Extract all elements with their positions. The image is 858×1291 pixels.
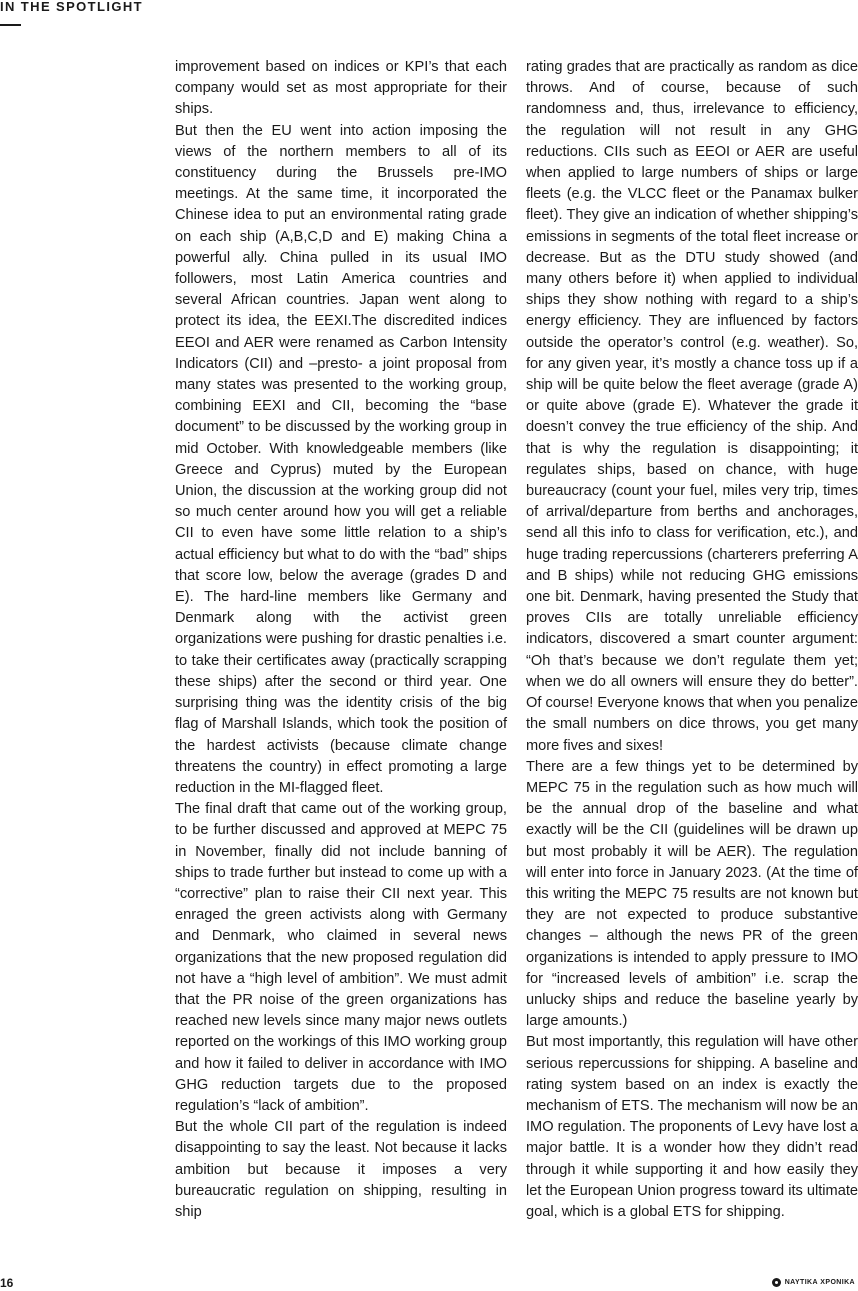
paragraph: rating grades that are practically as random as dice throws. And of course, because of such randomness and, thus, irrelevance to efficiency, the regulation will not result in any GHG reductions. CIIs such as EEOI or AER are useful when applied to large numbers of ships or large fleets (e.g. the VLCC fleet or the Panamax bulker fleet). They give an indication of whether shipping’s emissions in segments of the total fleet increase or decrease. But as the DTU study showed (and many others before it) when applied to individual ships they show nothing with regard to a ship’s energy efficiency. They are influenced by factors outside the operator’s control (e.g. weather). So, for any given year, it’s mostly a chance toss up if a ship will be quite below the fleet average (grade A) or quite above (grade E). Whatever the grade it doesn’t convey the true efficiency of the ship. And that is why the regulation is disappointing; it regulates ships, based on chance, with huge bureaucracy (count your fuel, miles very trip, times of arrival/departure from berths and anchorages, send all this info to class for verification, etc.), and huge trading repercussions (charterers preferring A and B ships) while not reducing GHG emissions one bit. Denmark, having presented the Study that proves CIIs are totally unreliable efficiency indicators, discovered a smart counter argument: “Oh that’s because we don’t regulate them yet; when we do all owners will ensure they do better”. Of course! Everyone knows that when you penalize the small numbers on dice throws, you get many more fives and sixes! xyxy=(526,59,858,754)
paragraph: But then the EU went into action imposing the views of the northern members to all of its constituency during the Brussels pre-IMO meetings. At the same time, it incorporated the Chinese idea to put an environmental rating grade on each ship (A,B,C,D and E) making China a powerful ally. China pulled in its usual IMO followers, most Latin America countries and several African countries. Japan went along to protect its idea, the EEXI.The discredited indices EEOI and AER were renamed as Carbon Intensity Indicators (CII) and –presto- a joint proposal from many states was presented to the working group, combining EEXI and CII, becoming the “base document” to be discussed by the working group in mid October. With knowledgeable members (like Greece and Cyprus) muted by the European Union, the discussion at the working group did not so much center around how you will get a reliable CII to even have some little relation to a ship’s actual efficiency but what to do with the “bad” ships that score low, below the average (grades D and E). The hard-line members like Germany and Denmark along with the activist green organizations were pushing for drastic penalties i.e. to take their certificates away (practically scrapping these ships) after the second or third year. One surprising thing was the identity crisis of the big flag of Marshall Islands, which took the position of the hardest activists (because climate change threatens the country) in effect promoting a large reduction in the MI-flagged fleet. xyxy=(175,122,507,796)
page-number: 16 xyxy=(0,1276,14,1290)
section-label: IN THE SPOTLIGHT xyxy=(0,0,144,14)
paragraph: But the whole CII part of the regulation is indeed disappointing to say the least. Not because it lacks ambition but because it imposes a very bureaucratic regulation on shipping, resulting in ship xyxy=(175,1119,507,1220)
paragraph: But most importantly, this regulation will have other serious repercussions for shipping. A baseline and rating system based on an index is exactly the mechanism of ETS. The mechanism will now be an IMO regulation. The proponents of Levy have lost a major battle. It is a wonder how they didn’t read through it while supporting it and how easily they let the European Union progress toward its ultimate goal, which is a global ETS for shipping. xyxy=(526,1034,858,1220)
paragraph: The final draft that came out of the working group, to be further discussed and approved at MEPC 75 in November, finally did not include banning of ships to trade further but instead to come up with a “corrective” plan to raise their CII next year. This enraged the green activists along with Germany and Denmark, who claimed in several news organizations that the new proposed regulation did not have a “high level of ambition”. We must admit that the PR noise of the green organizations has reached new levels since many major news outlets reported on the workings of this IMO working group and how it failed to deliver in accordance with IMO GHG reduction targets due to the proposed regulation’s “lack of ambition”. xyxy=(175,801,507,1114)
brand-name: ΝΑΥΤΙΚΑ ΧΡΟΝΙΚΑ xyxy=(784,1279,855,1286)
paragraph: There are a few things yet to be determined by MEPC 75 in the regulation such as how much will be the annual drop of the baseline and what exactly will be the CII (guidelines will be drawn up but most probably it will be AER). The regulation will enter into force in January 2023. (At the time of this writing the MEPC 75 results are not known but they are not expected to produce substantive changes – although the news PR of the green organizations is intended to apply pressure to IMO for “increased levels of ambition” i.e. scrap the unlucky ships and reduce the baseline yearly by large amounts.) xyxy=(526,758,858,1030)
brand-logo-icon xyxy=(772,1278,781,1287)
footer-brand xyxy=(772,1278,855,1287)
article-column-left xyxy=(175,57,507,1223)
section-divider xyxy=(0,24,21,26)
article-column-right xyxy=(526,57,858,1223)
paragraph: improvement based on indices or KPI’s that each company would set as most appropriate for their ships. xyxy=(175,59,507,118)
